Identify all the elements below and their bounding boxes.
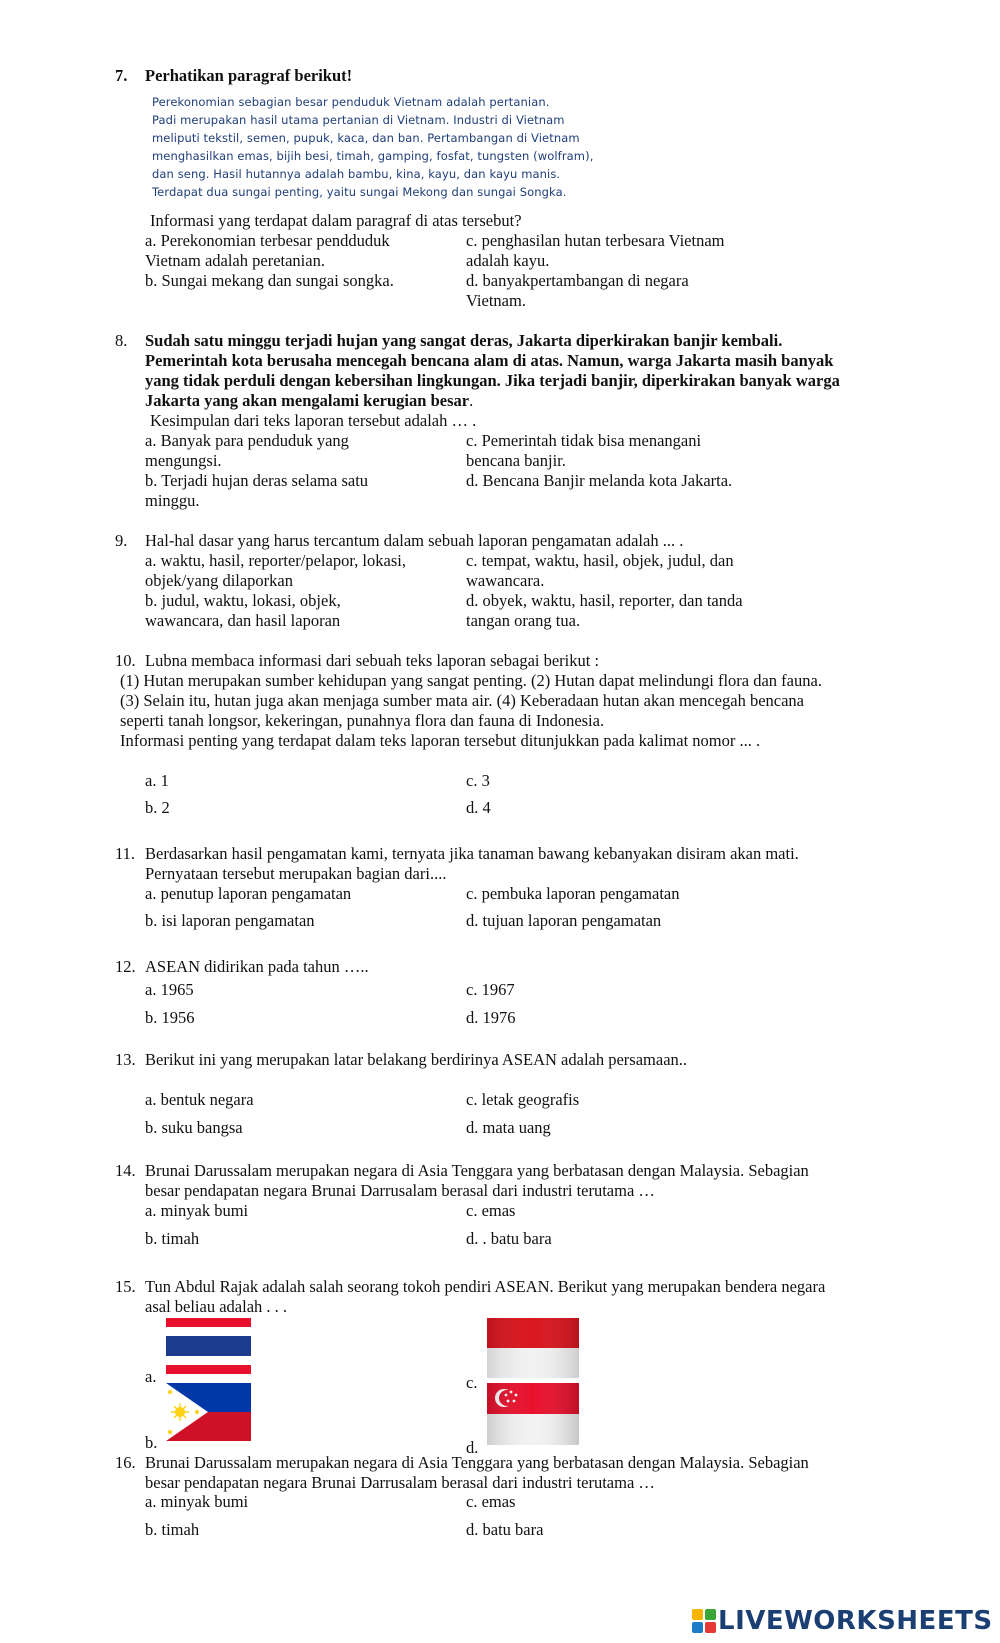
q7-option-c[interactable]: c. penghasilan hutan terbesara Vietnam (466, 231, 725, 250)
q15-number: 15. (115, 1277, 136, 1296)
q14-option-c[interactable]: c. emas (466, 1201, 516, 1220)
q7-paragraph-line: meliputi tekstil, semen, pupuk, kaca, dan ban. Pertambangan di Vietnam (152, 131, 580, 145)
liveworksheets-logo-icon (692, 1609, 716, 1633)
q8-question: Kesimpulan dari teks laporan tersebut adalah … . (150, 411, 477, 430)
q16-question-cont: besar pendapatan negara Brunai Darrusalam berasal dari industri terutama … (145, 1473, 655, 1492)
q7-question: Informasi yang terdapat dalam paragraf di atas tersebut? (150, 211, 522, 230)
q15-option-c-label[interactable]: c. (466, 1373, 478, 1392)
q8-option-a[interactable]: a. Banyak para penduduk yang (145, 431, 349, 450)
q7-paragraph-line: Terdapat dua sungai penting, yaitu sungai Mekong dan sungai Songka. (152, 185, 567, 199)
q7-option-d-cont: Vietnam. (466, 291, 526, 310)
philippines-flag-image[interactable] (166, 1383, 251, 1441)
q7-option-a-cont: Vietnam adalah peretanian. (145, 251, 325, 270)
q9-option-d-cont: tangan orang tua. (466, 611, 581, 630)
q7-paragraph-image (152, 93, 622, 201)
q11-option-b[interactable]: b. isi laporan pengamatan (145, 911, 315, 930)
q13-number: 13. (115, 1050, 136, 1069)
q14-option-a[interactable]: a. minyak bumi (145, 1201, 249, 1220)
q8-text-line: Sudah satu minggu terjadi hujan yang sangat deras, Jakarta diperkirakan banjir kembali. (145, 331, 783, 350)
q8-option-c-cont: bencana banjir. (466, 451, 566, 470)
q8-option-c[interactable]: c. Pemerintah tidak bisa menangani (466, 431, 702, 450)
q12-option-c[interactable]: c. 1967 (466, 980, 515, 999)
q11-option-c[interactable]: c. pembuka laporan pengamatan (466, 884, 680, 903)
q10-number: 10. (115, 651, 136, 670)
q12-option-a[interactable]: a. 1965 (145, 980, 194, 999)
q10-option-c[interactable]: c. 3 (466, 771, 490, 790)
q16-number: 16. (115, 1453, 136, 1472)
q7-paragraph-line: Perekonomian sebagian besar penduduk Vietnam adalah pertanian. (152, 95, 550, 109)
q13-option-c[interactable]: c. letak geografis (466, 1090, 580, 1109)
q11-question-cont: Pernyataan tersebut merupakan bagian dari.... (145, 864, 447, 883)
liveworksheets-logo-text: LIVEWORKSHEETS (718, 1606, 993, 1636)
q13-option-a[interactable]: a. bentuk negara (145, 1090, 254, 1109)
q14-question: Brunai Darussalam merupakan negara di Asia Tenggara yang berbatasan dengan Malaysia. Sebagian (145, 1161, 809, 1180)
q10-question: Lubna membaca informasi dari sebuah teks laporan sebagai berikut : (145, 651, 600, 670)
q10-option-a[interactable]: a. 1 (145, 771, 169, 790)
q7-option-d[interactable]: d. banyakpertambangan di negara (466, 271, 689, 290)
q14-option-b[interactable]: b. timah (145, 1229, 200, 1248)
q8-text-line-last (145, 391, 473, 411)
q7-title: Perhatikan paragraf berikut! (145, 66, 353, 85)
q12-option-b[interactable]: b. 1956 (145, 1008, 195, 1027)
q13-question: Berikut ini yang merupakan latar belakang berdirinya ASEAN adalah persamaan.. (145, 1050, 688, 1069)
q11-option-d[interactable]: d. tujuan laporan pengamatan (466, 911, 662, 930)
q15-option-b-label[interactable]: b. (145, 1433, 158, 1452)
q7-paragraph-line: Padi merupakan hasil utama pertanian di Vietnam. Industri di Vietnam (152, 113, 565, 127)
q7-option-a[interactable]: a. Perekonomian terbesar pendduduk (145, 231, 390, 250)
indonesia-flag-svg (487, 1318, 579, 1378)
q7-option-b[interactable]: b. Sungai mekang dan sungai songka. (145, 271, 394, 290)
q15-option-a-label[interactable]: a. (145, 1367, 157, 1386)
q12-number: 12. (115, 957, 136, 976)
q15-option-d-label[interactable]: d. (466, 1438, 479, 1457)
q8-period: . (469, 391, 474, 410)
q16-question: Brunai Darussalam merupakan negara di Asia Tenggara yang berbatasan dengan Malaysia. Sebagian (145, 1453, 809, 1472)
q14-question-cont: besar pendapatan negara Brunai Darrusalam berasal dari industri terutama … (145, 1181, 655, 1200)
q15-question: Tun Abdul Rajak adalah salah seorang tokoh pendiri ASEAN. Berikut yang merupakan bendera negara (145, 1277, 826, 1296)
q11-question: Berdasarkan hasil pengamatan kami, ternyata jika tanaman bawang kebanyakan disiram akan mati. (145, 844, 799, 863)
q9-option-b[interactable]: b. judul, waktu, lokasi, objek, (145, 591, 341, 610)
q9-number: 9. (115, 531, 128, 550)
q9-question: Hal-hal dasar yang harus tercantum dalam sebuah laporan pengamatan adalah ... . (145, 531, 684, 550)
liveworksheets-logo[interactable] (692, 1604, 993, 1638)
q9-option-c[interactable]: c. tempat, waktu, hasil, objek, judul, dan (466, 551, 734, 570)
q7-paragraph-line: dan seng. Hasil hutannya adalah bambu, kina, kayu, dan kayu manis. (152, 167, 561, 181)
q9-option-a-cont: objek/yang dilaporkan (145, 571, 294, 590)
q10-text-line: seperti tanah longsor, kekeringan, punahnya flora dan fauna di Indonesia. (120, 711, 605, 730)
q14-option-d[interactable]: d. . batu bara (466, 1229, 552, 1248)
q8-number: 8. (115, 331, 128, 350)
q8-text-line: yang tidak perduli dengan kebersihan lingkungan. Jika terjadi banjir, diperkirakan banyak warga (145, 371, 840, 390)
singapore-flag-image[interactable] (487, 1383, 579, 1445)
q7-paragraph-line: menghasilkan emas, bijih besi, timah, gamping, fosfat, tungsten (wolfram), (152, 149, 594, 163)
q9-option-d[interactable]: d. obyek, waktu, hasil, reporter, dan tanda (466, 591, 743, 610)
q10-text-line: (3) Selain itu, hutan juga akan menjaga sumber mata air. (4) Keberadaan hutan akan mencegah bencana (120, 691, 805, 710)
q12-option-d[interactable]: d. 1976 (466, 1008, 516, 1027)
thailand-flag-image[interactable] (166, 1318, 251, 1374)
q13-option-d[interactable]: d. mata uang (466, 1118, 551, 1137)
q10-text-line: Informasi penting yang terdapat dalam teks laporan tersebut ditunjukkan pada kalimat nomor ... . (120, 731, 761, 750)
q8-option-a-cont: mengungsi. (145, 451, 222, 470)
q8-option-d[interactable]: d. Bencana Banjir melanda kota Jakarta. (466, 471, 733, 490)
q8-option-b-cont: minggu. (145, 491, 200, 510)
q7-number: 7. (115, 66, 128, 85)
q13-option-b[interactable]: b. suku bangsa (145, 1118, 243, 1137)
q7-option-c-cont: adalah kayu. (466, 251, 550, 270)
q12-question: ASEAN didirikan pada tahun ….. (145, 957, 369, 976)
q11-number: 11. (115, 844, 136, 863)
q10-option-d[interactable]: d. 4 (466, 798, 491, 817)
q9-option-c-cont: wawancara. (466, 571, 545, 590)
q16-option-a[interactable]: a. minyak bumi (145, 1492, 249, 1511)
q9-option-b-cont: wawancara, dan hasil laporan (145, 611, 341, 630)
q11-option-a[interactable]: a. penutup laporan pengamatan (145, 884, 352, 903)
q9-option-a[interactable]: a. waktu, hasil, reporter/pelapor, lokasi, (145, 551, 406, 570)
q16-option-b[interactable]: b. timah (145, 1520, 200, 1539)
q16-option-d[interactable]: d. batu bara (466, 1520, 544, 1539)
singapore-flag-svg (487, 1383, 579, 1445)
q15-question-cont: asal beliau adalah . . . (145, 1297, 288, 1316)
q10-text-line: (1) Hutan merupakan sumber kehidupan yang sangat penting. (2) Hutan dapat melindungi flora dan fauna. (120, 671, 822, 690)
q14-number: 14. (115, 1161, 136, 1180)
q8-text-bold: Jakarta yang akan mengalami kerugian besar (145, 391, 470, 410)
q8-text-line: Pemerintah kota berusaha mencegah bencana alam di atas. Namun, warga Jakarta masih banyak (145, 351, 834, 370)
q10-option-b[interactable]: b. 2 (145, 798, 170, 817)
indonesia-flag-image[interactable] (487, 1318, 579, 1378)
philippines-flag-svg (166, 1383, 251, 1441)
q16-option-c[interactable]: c. emas (466, 1492, 516, 1511)
q8-option-b[interactable]: b. Terjadi hujan deras selama satu (145, 471, 369, 490)
